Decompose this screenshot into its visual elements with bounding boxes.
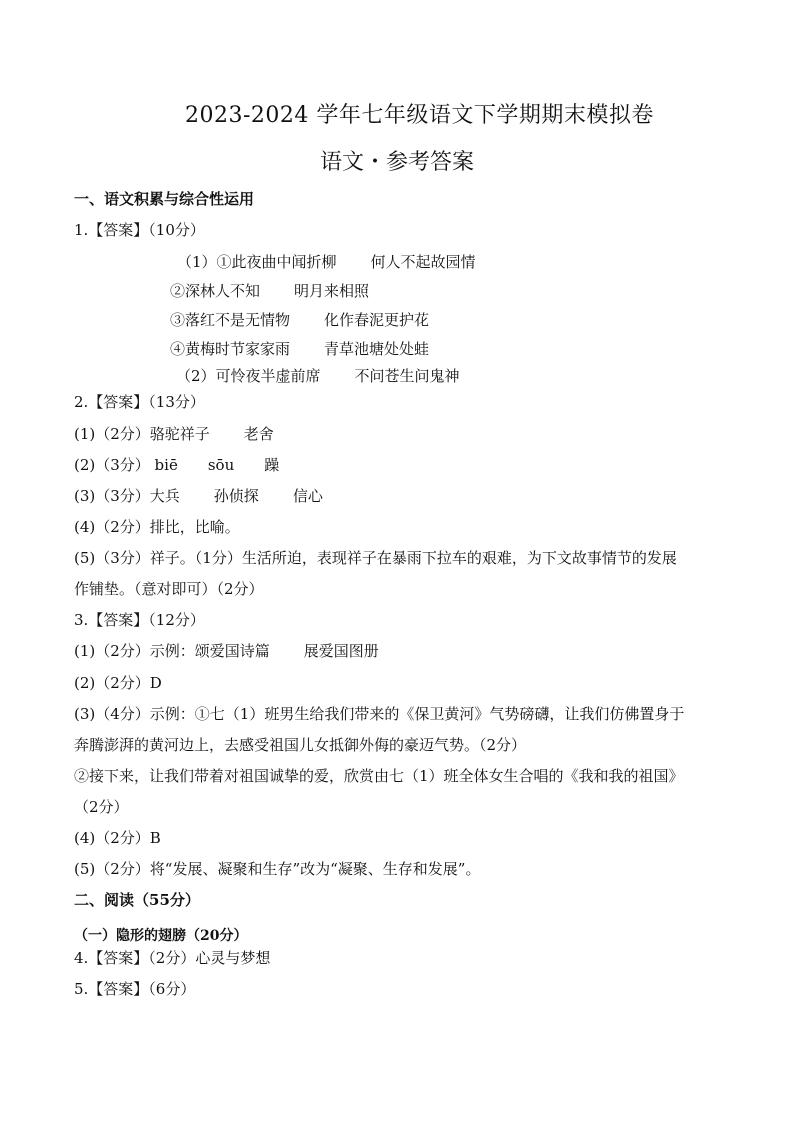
q3-part-5: (5)（2分）将“发展、凝聚和生存”改为“凝聚、生存和发展”。	[74, 860, 481, 878]
q3-part-3-line-2: 奔腾澎湃的黄河边上，去感受祖国儿女抵御外侮的豪迈气势。（2分）	[74, 736, 527, 754]
q1-answer-4-left: ④黄梅时节家家雨	[170, 340, 291, 358]
q5-label: 5.【答案】（6分）	[74, 980, 196, 998]
q4-answer: 4.【答案】（2分）心灵与梦想	[74, 949, 271, 967]
q1-label: 1.【答案】（10分）	[74, 221, 205, 239]
q1-answer-3-left: ③落红不是无情物	[170, 311, 291, 329]
section2-heading: 二、阅读（55分）	[74, 891, 200, 909]
q2-part-2-a: (2)（3分） biē	[74, 456, 178, 474]
q1-answer-1-right: 何人不起故园情	[370, 253, 476, 271]
q2-part-2	[74, 455, 279, 475]
section2-subheading-1: （一）隐形的翅膀（20分）	[74, 928, 248, 944]
q2-part-1-a: (1)（2分）骆驼祥子	[74, 425, 210, 443]
q3-part-1-b: 展爱国图册	[303, 642, 379, 660]
q3-part-4: (4)（2分）B	[74, 829, 161, 847]
q2-part-2-c: 躁	[264, 456, 280, 474]
q1-answer-2	[170, 281, 369, 301]
q2-part-5-line-1: (5)（3分）祥子。（1分）生活所迫，表现祥子在暴雨下拉车的艰难，为下文故事情节的发展	[74, 549, 677, 567]
q2-part-4: (4)（2分）排比，比喻。	[74, 518, 240, 536]
q1-answer-4-right: 青草池塘处处蛙	[324, 340, 430, 358]
q1-answer-1	[177, 252, 476, 272]
q2-part-2-b: sōu	[207, 456, 235, 474]
q3-part-2: (2)（2分）D	[74, 674, 162, 692]
q3-label: 3.【答案】（12分）	[74, 611, 205, 629]
document-title: 2023-2024 学年七年级语文下学期期末模拟卷	[185, 103, 654, 128]
q1-answer-2-left: ②深林人不知	[170, 282, 261, 300]
q2-part-3-a: (3)（3分）大兵	[74, 487, 180, 505]
q3-part-3-line-3: ②接下来，让我们带着对祖国诚挚的爱，欣赏由七（1）班全体女生合唱的《我和我的祖国》	[74, 767, 684, 785]
q1-answer-4	[170, 339, 429, 359]
q3-part-1-a: (1)（2分）示例：颂爱国诗篇	[74, 642, 270, 660]
q2-part-3	[74, 486, 323, 506]
q1-answer-5-right: 不问苍生问鬼神	[354, 367, 460, 385]
q2-part-1	[74, 424, 274, 444]
section1-heading: 一、语文积累与综合性运用	[74, 190, 255, 208]
q2-part-1-b: 老舍	[243, 425, 274, 443]
q1-answer-5	[176, 366, 460, 386]
q1-answer-2-right: 明月来相照	[294, 282, 370, 300]
q1-answer-1-left: （1）①此夜曲中闻折柳	[177, 253, 337, 271]
q1-answer-3-right: 化作春泥更护花	[324, 311, 430, 329]
q2-part-3-c: 信心	[292, 487, 323, 505]
q3-part-3-line-1: (3)（4分）示例：①七（1）班男生给我们带来的《保卫黄河》气势磅礴，让我们仿佛置身于	[74, 705, 685, 723]
q2-part-3-b: 孙侦探	[213, 487, 259, 505]
q2-part-5-line-2: 作铺垫。（意对即可）（2分）	[74, 580, 264, 598]
q1-answer-5-left: （2）可怜夜半虚前席	[176, 367, 321, 385]
q3-part-3-line-4: （2分）	[74, 798, 129, 816]
q1-answer-3	[170, 310, 429, 330]
q2-label: 2.【答案】（13分）	[74, 393, 205, 411]
q3-part-1	[74, 641, 379, 661]
document-subtitle: 语文・参考答案	[319, 150, 474, 175]
